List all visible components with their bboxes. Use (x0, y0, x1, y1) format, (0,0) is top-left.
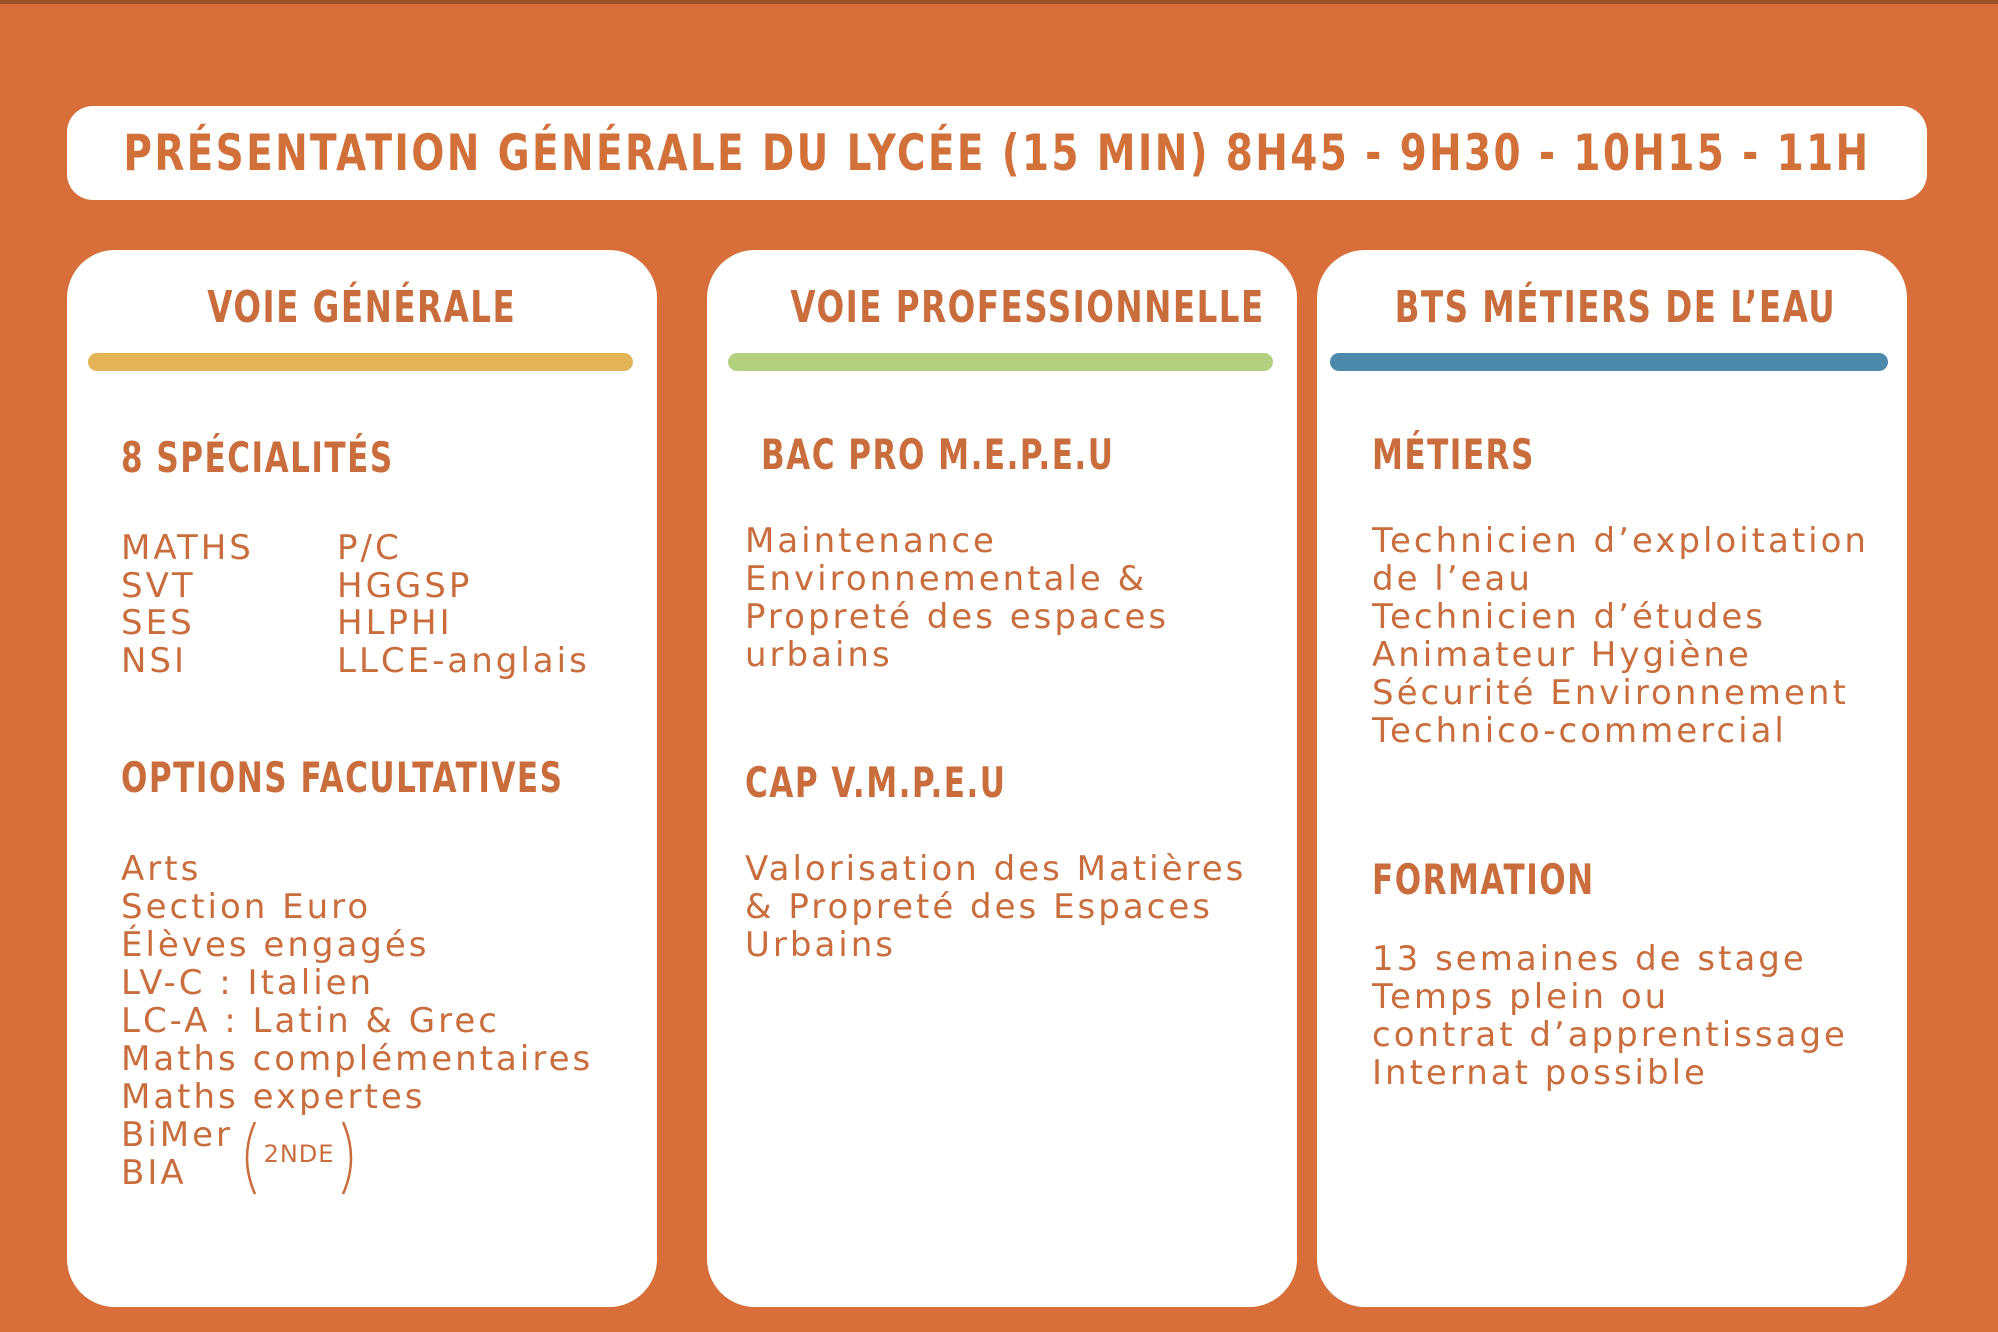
list-item: Technicien d’études (1372, 597, 1766, 637)
specialites-list-left (121, 530, 254, 680)
list-item: Maths complémentaires (121, 1039, 594, 1079)
schedule-banner (67, 106, 1927, 200)
title-underline-green (728, 353, 1273, 371)
grade-note-parenthesis (241, 1118, 357, 1198)
card-title: VOIE GÉNÉRALE (207, 282, 517, 333)
list-item: MATHS (121, 528, 254, 568)
list-item: Maths expertes (121, 1077, 426, 1117)
list-item: BIA (121, 1153, 187, 1193)
card-bts-metiers-eau (1317, 250, 1907, 1307)
list-item: Internat possible (1372, 1053, 1708, 1093)
section-title-specialites: 8 SPÉCIALITÉS (121, 433, 394, 482)
list-item: HLPHI (337, 603, 453, 643)
top-edge-strip (0, 0, 1998, 4)
section-title-options: OPTIONS FACULTATIVES (121, 753, 564, 802)
metiers-list (1372, 522, 1869, 750)
list-item: HGGSP (337, 565, 473, 606)
text-line: Propreté des espaces (745, 597, 1170, 637)
list-item: de l’eau (1372, 559, 1533, 599)
list-item: 13 semaines de stage (1372, 939, 1807, 979)
bac-pro-description (745, 522, 1169, 674)
title-underline-yellow (88, 353, 633, 371)
list-item: LLCE-anglais (337, 640, 590, 681)
text-line: Valorisation des Matières (745, 849, 1247, 889)
list-item: Sécurité Environnement (1372, 673, 1849, 713)
list-item: SVT (121, 565, 196, 606)
list-item: Animateur Hygiène (1372, 635, 1752, 675)
list-item: Technicien d’exploitation (1372, 521, 1869, 561)
list-item: Temps plein ou (1372, 977, 1670, 1017)
text-line: Maintenance (745, 521, 997, 561)
formation-list (1372, 940, 1848, 1092)
section-title-formation: FORMATION (1372, 855, 1595, 904)
options-list (121, 850, 593, 1192)
card-voie-generale (67, 250, 657, 1307)
list-item: SES (121, 603, 195, 643)
card-voie-professionnelle (707, 250, 1297, 1307)
grade-note-label: 2NDE (263, 1140, 335, 1168)
section-title-bac-pro: BAC PRO M.E.P.E.U (761, 430, 1115, 479)
list-item: LC-A : Latin & Grec (121, 1001, 500, 1041)
card-title: VOIE PROFESSIONNELLE (790, 282, 1265, 333)
card-title: BTS MÉTIERS DE L’EAU (1394, 282, 1837, 333)
text-line: Urbains (745, 925, 896, 965)
list-item: contrat d’apprentissage (1372, 1015, 1848, 1055)
section-title-metiers: MÉTIERS (1372, 430, 1535, 479)
specialites-list-right (337, 530, 590, 680)
text-line: urbains (745, 635, 893, 675)
title-underline-blue (1330, 353, 1888, 371)
list-item: Technico-commercial (1372, 711, 1787, 751)
list-item: P/C (337, 528, 402, 568)
text-line: & Propreté des Espaces (745, 887, 1214, 927)
list-item: Section Euro (121, 887, 372, 927)
list-item: BiMer (121, 1115, 234, 1155)
cap-description (745, 850, 1246, 964)
section-title-cap: CAP V.M.P.E.U (745, 758, 1007, 807)
list-item: Élèves engagés (121, 925, 430, 965)
list-item: LV-C : Italien (121, 963, 375, 1003)
list-item: Arts (121, 849, 202, 889)
list-item: NSI (121, 640, 188, 681)
banner-title: PRÉSENTATION GÉNÉRALE DU LYCÉE (15 MIN) 8H45 - 9H30 - 10H15 - 11H (123, 124, 1871, 182)
text-line: Environnementale & (745, 559, 1148, 599)
